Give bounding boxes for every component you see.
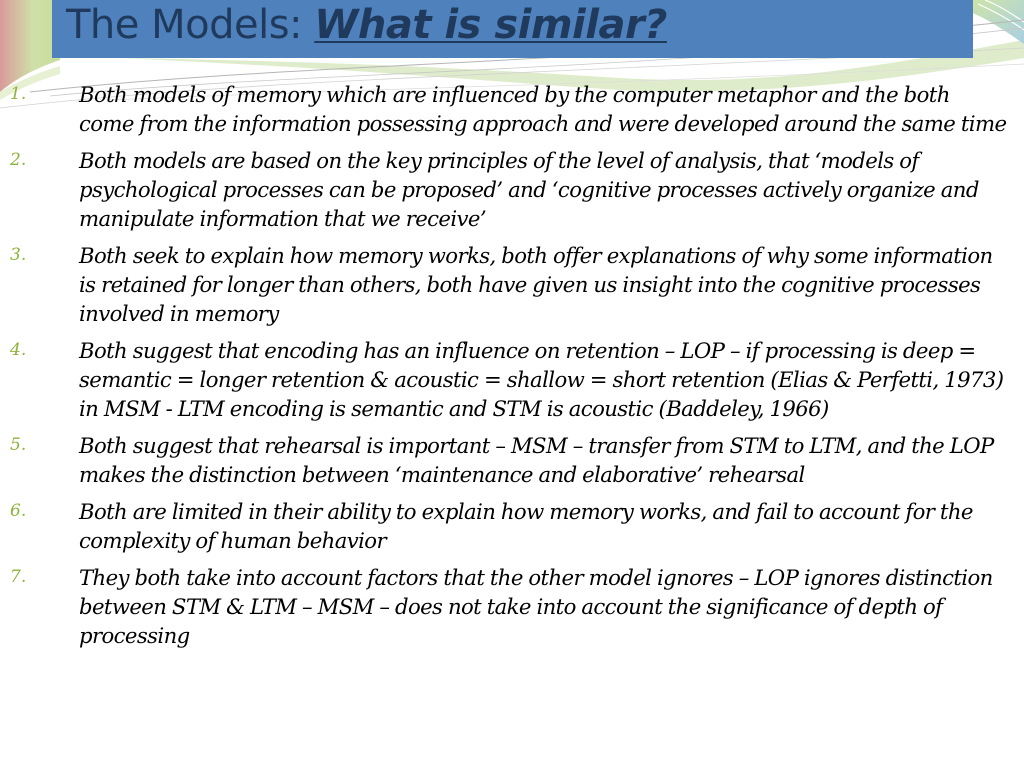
title-emphasis: What is similar?	[314, 2, 667, 48]
similarities-list	[0, 80, 1015, 658]
list-item	[0, 563, 1010, 650]
list-item-text: Both models of memory which are influenced by the computer metaphor and the both come from the information possessing approach and were developed around the same time	[79, 82, 1007, 136]
list-item-text: They both take into account factors that the other model ignores – LOP ignores distinction between STM & LTM – MSM – does not take into account the significance of depth of processing	[79, 565, 999, 648]
list-number: 7.	[10, 567, 27, 587]
title-banner	[52, 0, 973, 58]
list-item	[0, 146, 1010, 233]
list-number: 1.	[10, 84, 27, 104]
list-item-text: Both are limited in their ability to explain how memory works, and fail to account for the complexity of human behavior	[79, 499, 979, 553]
list-number: 3.	[10, 245, 27, 265]
list-item	[0, 80, 1010, 138]
list-item	[0, 336, 1015, 423]
list-item-text: Both models are based on the key principles of the level of analysis, that ‘models of psychological processes can be proposed’ and ‘cognitive processes actively organize and manipulate information that we receive’	[79, 148, 985, 231]
list-number: 6.	[10, 501, 27, 521]
list-item	[0, 241, 1010, 328]
list-number: 2.	[10, 150, 27, 170]
list-item-text: Both seek to explain how memory works, both offer explanations of why some information is retained for longer than others, both have given us insight into the cognitive processes involved in memory	[79, 243, 999, 326]
title-prefix: The Models:	[66, 2, 315, 48]
list-number: 4.	[10, 340, 27, 360]
list-item	[0, 497, 1010, 555]
list-item-text: Both suggest that rehearsal is important – MSM – transfer from STM to LTM, and the LOP makes the distinction between ‘maintenance and elaborative’ rehearsal	[79, 433, 1000, 487]
list-item	[0, 431, 1010, 489]
list-item-text: Both suggest that encoding has an influence on retention – LOP – if processing is deep = semantic = longer retention & acoustic = shallow = short retention (Elias & Perfetti, 1973) in MSM - LTM encoding is semantic and STM is acoustic (Baddeley, 1966)	[79, 338, 1015, 421]
list-number: 5.	[10, 435, 27, 455]
slide-title	[66, 0, 973, 50]
